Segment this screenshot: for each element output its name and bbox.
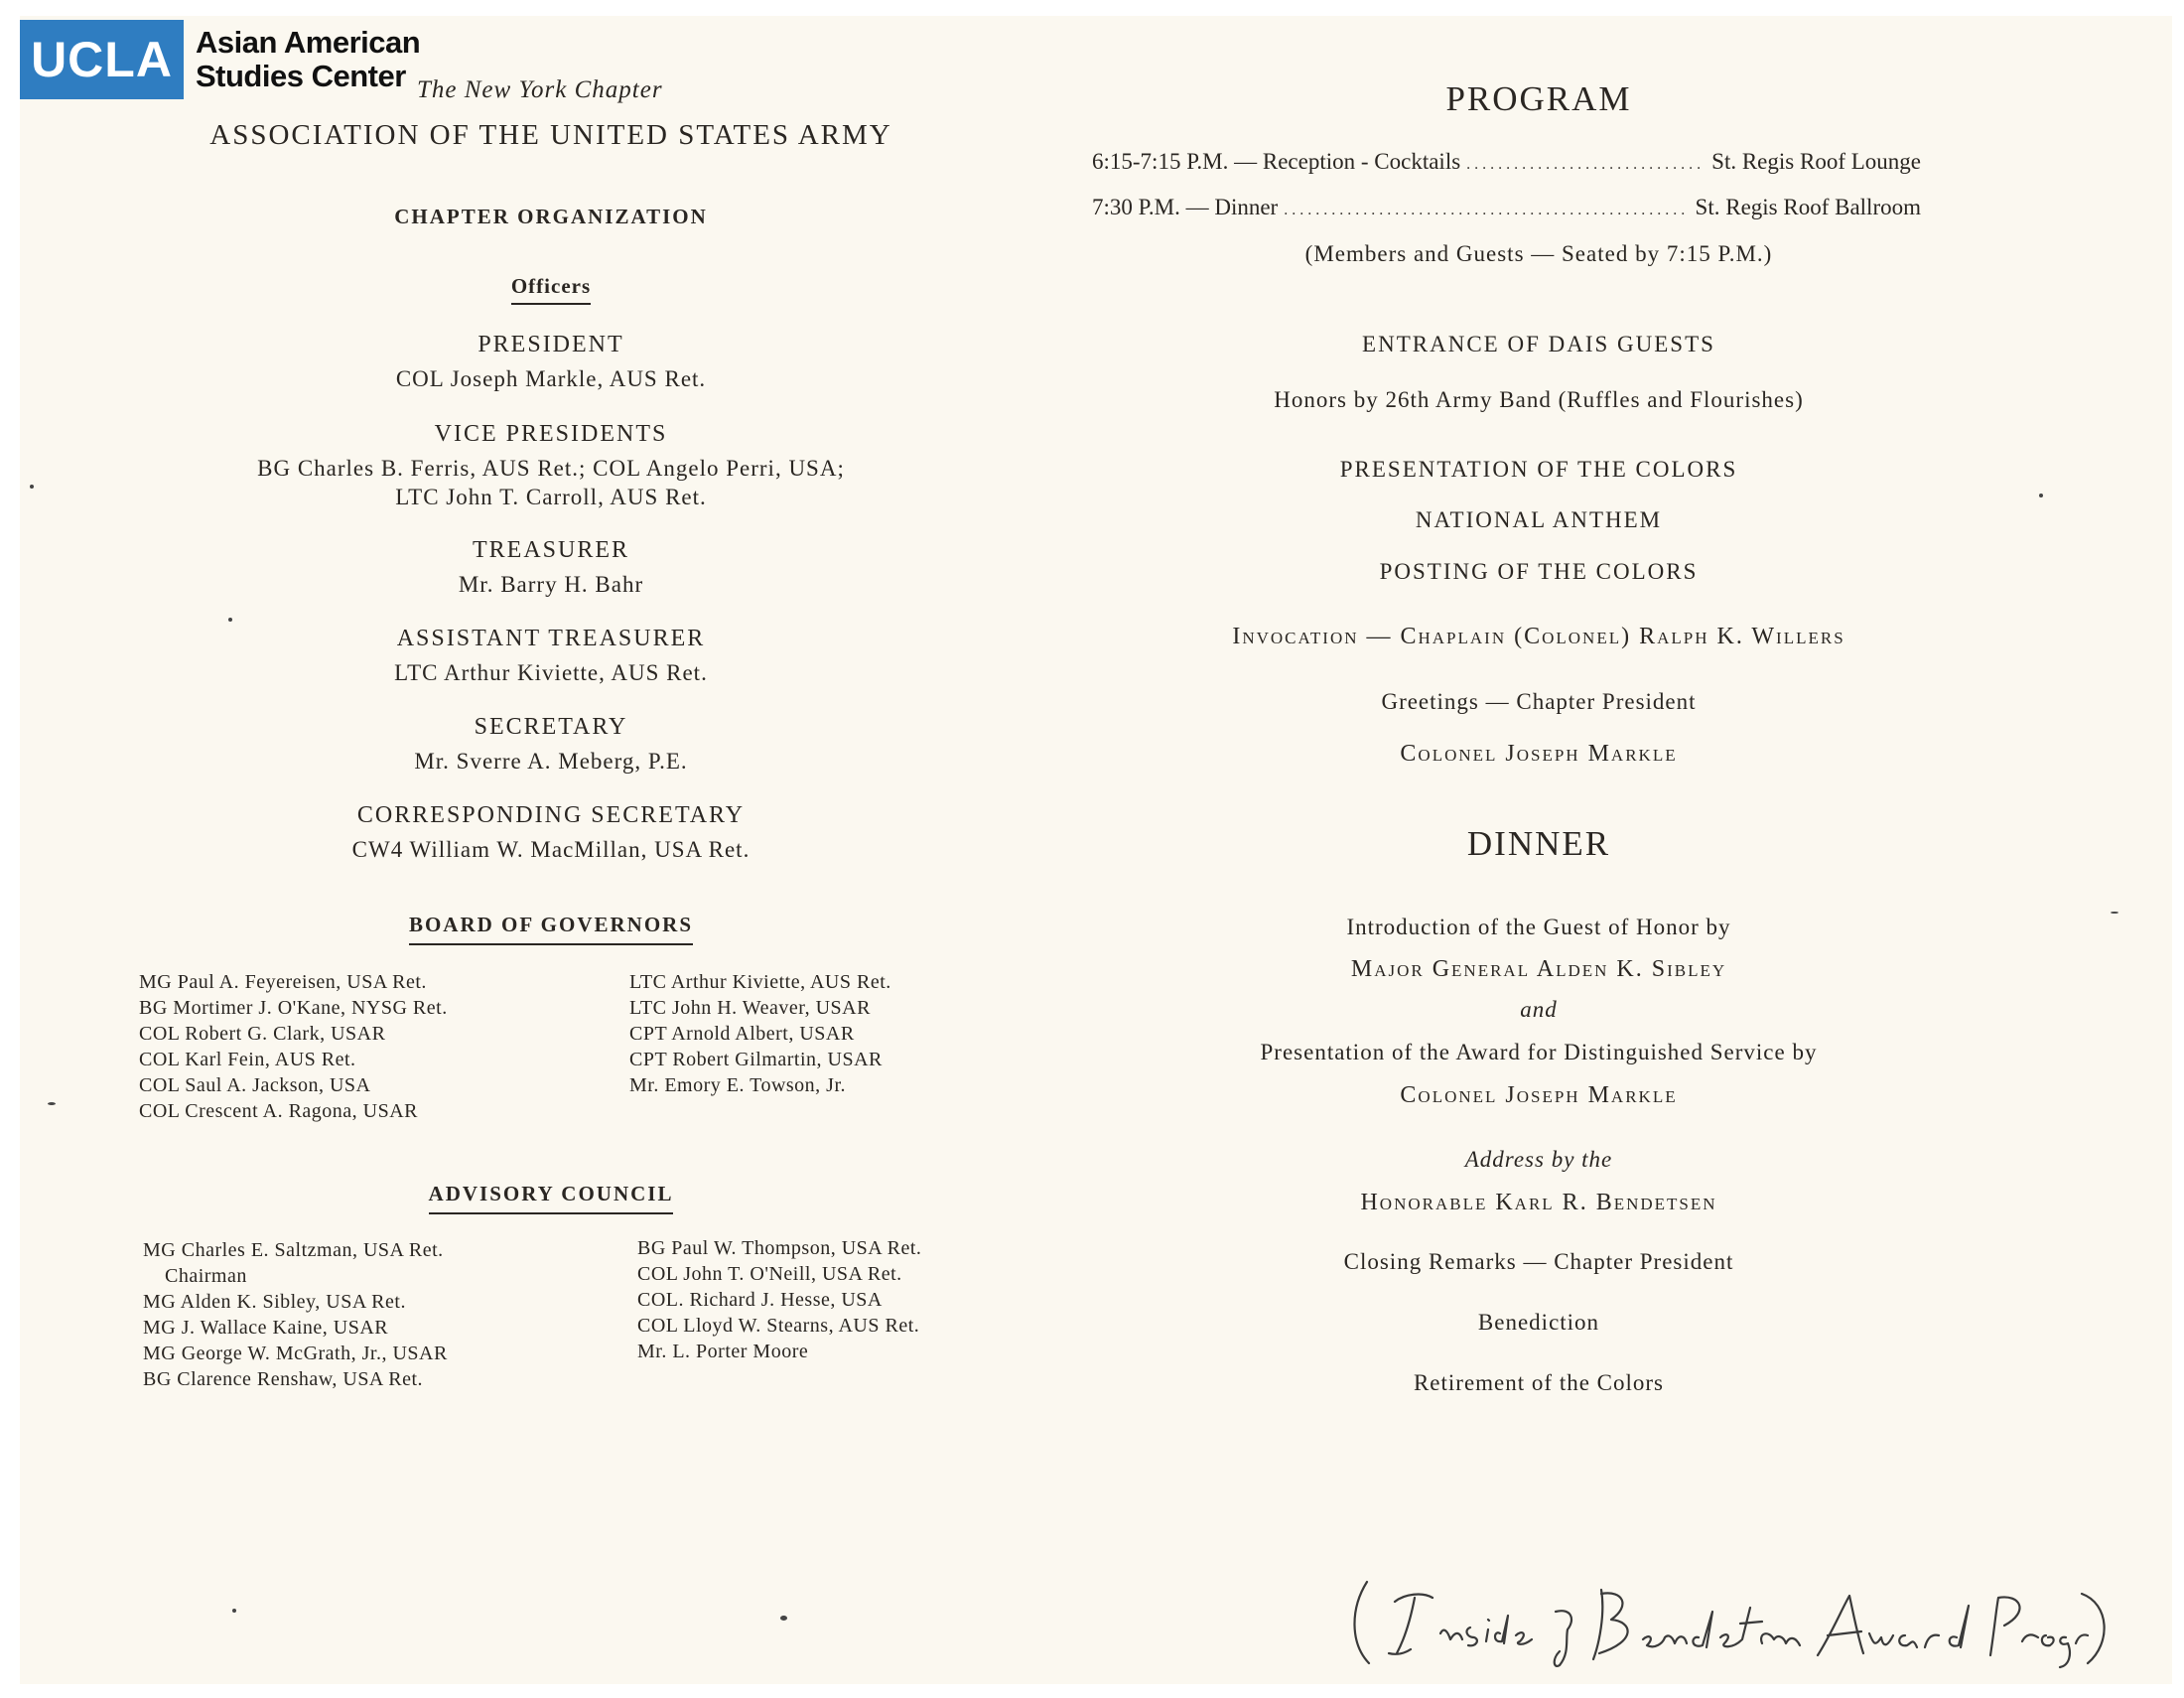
list-item: COL Karl Fein, AUS Ret. [139, 1049, 356, 1070]
ucla-logo-mark: UCLA [20, 20, 184, 99]
program-heading: PROGRAM [1445, 79, 1632, 118]
list-item: MG Charles E. Saltzman, USA Ret. [143, 1239, 444, 1261]
list-item: BG Clarence Renshaw, USA Ret. [143, 1368, 424, 1390]
presentation-colors: PRESENTATION OF THE COLORS [1339, 457, 1738, 482]
and-word: and [1520, 997, 1558, 1022]
officer-title: VICE PRESIDENTS [434, 421, 668, 447]
schedule-row [1092, 195, 1921, 220]
officer-name: CW4 William W. MacMillan, USA Ret. [351, 837, 751, 862]
advisory-list-left [143, 1237, 448, 1392]
schedule-leader [1284, 195, 1689, 220]
dais-entrance: ENTRANCE OF DAIS GUESTS [1362, 332, 1715, 356]
invocation-line: Invocation — Chaplain (Colonel) Ralph K. Willers [1232, 624, 1845, 649]
officer-name: Mr. Sverre A. Meberg, P.E. [414, 749, 688, 774]
list-item: MG J. Wallace Kaine, USAR [143, 1317, 389, 1339]
paper-speck [30, 485, 34, 489]
officer-name: BG Charles B. Ferris, AUS Ret.; COL Angelo Perri, USA; [257, 456, 845, 481]
introduction-name: Major General Alden K. Sibley [1350, 956, 1727, 982]
award-name: Colonel Joseph Markle [1400, 1082, 1678, 1108]
officer-name: Mr. Barry H. Bahr [458, 572, 644, 597]
advisory-heading: ADVISORY COUNCIL [429, 1182, 674, 1214]
officer-name: COL Joseph Markle, AUS Ret. [395, 366, 707, 391]
handwritten-note-drawing [1345, 1564, 2119, 1673]
officer-title: SECRETARY [474, 714, 628, 740]
officer-name: LTC John T. Carroll, AUS Ret. [395, 485, 707, 509]
paper-speck [780, 1616, 787, 1621]
posting-colors: POSTING OF THE COLORS [1379, 559, 1699, 584]
paper-speck [2111, 912, 2118, 914]
schedule-time: 7:30 P.M. — Dinner [1092, 195, 1279, 219]
list-item: LTC John H. Weaver, USAR [629, 997, 871, 1019]
organization-heading: CHAPTER ORGANIZATION [394, 205, 708, 228]
logo-text [196, 26, 420, 93]
dinner-heading: DINNER [1466, 824, 1611, 863]
address-name: Honorable Karl R. Bendetsen [1360, 1190, 1717, 1215]
officer-president [139, 332, 963, 393]
list-item: Mr. L. Porter Moore [637, 1341, 809, 1362]
seated-note: (Members and Guests — Seated by 7:15 P.M.) [1304, 241, 1773, 266]
list-item: Mr. Emory E. Towson, Jr. [629, 1074, 847, 1096]
board-list-right [629, 969, 891, 1098]
list-item: COL Crescent A. Ragona, USAR [139, 1100, 419, 1122]
handwritten-note [1345, 1564, 2119, 1673]
schedule-place: St. Regis Roof Lounge [1711, 149, 1921, 174]
retirement-line: Retirement of the Colors [1413, 1370, 1665, 1395]
benediction-line: Benediction [1477, 1310, 1600, 1335]
list-item: MG Alden K. Sibley, USA Ret. [143, 1291, 406, 1313]
logo-line-1: Asian American [196, 25, 421, 60]
officer-title: TREASURER [472, 537, 629, 563]
list-item: COL Saul A. Jackson, USA [139, 1074, 371, 1096]
schedule-place: St. Regis Roof Ballroom [1695, 195, 1921, 219]
honors-line: Honors by 26th Army Band (Ruffles and Flourishes) [1274, 387, 1804, 412]
paper-speck [2039, 494, 2043, 497]
chapter-name: The New York Chapter [417, 76, 663, 103]
greetings-name: Colonel Joseph Markle [1400, 741, 1678, 767]
board-list-left [139, 969, 448, 1124]
schedule-leader [1466, 149, 1706, 175]
officers-heading: Officers [511, 274, 591, 305]
advisory-list-right [637, 1235, 921, 1364]
officer-assistant-treasurer [139, 626, 963, 687]
list-item: Chairman [165, 1265, 247, 1287]
list-item: LTC Arthur Kiviette, AUS Ret. [629, 971, 891, 993]
ucla-logo [20, 20, 420, 99]
paper-speck [232, 1609, 236, 1613]
award-line: Presentation of the Award for Distinguished Service by [1260, 1040, 1818, 1064]
officer-title: CORRESPONDING SECRETARY [356, 802, 746, 828]
address-line: Address by the [1464, 1147, 1613, 1172]
list-item: MG Paul A. Feyereisen, USA Ret. [139, 971, 427, 993]
national-anthem: NATIONAL ANTHEM [1415, 507, 1663, 532]
introduction-line: Introduction of the Guest of Honor by [1346, 915, 1731, 939]
officer-title: ASSISTANT TREASURER [396, 626, 706, 651]
list-item: BG Mortimer J. O'Kane, NYSG Ret. [139, 997, 448, 1019]
paper-speck [48, 1102, 56, 1105]
officer-vice-presidents [139, 421, 963, 511]
list-item: CPT Robert Gilmartin, USAR [629, 1049, 883, 1070]
list-item: COL Lloyd W. Stearns, AUS Ret. [637, 1315, 920, 1337]
list-item: COL. Richard J. Hesse, USA [637, 1289, 883, 1311]
association-title: ASSOCIATION OF THE UNITED STATES ARMY [209, 119, 892, 151]
officer-name: LTC Arthur Kiviette, AUS Ret. [394, 660, 708, 685]
board-heading: BOARD OF GOVERNORS [409, 913, 693, 945]
officer-treasurer [139, 537, 963, 599]
list-item: BG Paul W. Thompson, USA Ret. [637, 1237, 922, 1259]
list-item: COL John T. O'Neill, USA Ret. [637, 1263, 902, 1285]
list-item: CPT Arnold Albert, USAR [629, 1023, 855, 1045]
list-item: COL Robert G. Clark, USAR [139, 1023, 386, 1045]
list-item: MG George W. McGrath, Jr., USAR [143, 1343, 448, 1364]
logo-line-2: Studies Center [196, 59, 406, 93]
schedule-time: 6:15-7:15 P.M. — Reception - Cocktails [1092, 149, 1461, 174]
greetings-line: Greetings — Chapter President [1381, 689, 1697, 714]
officer-corresponding-secretary [139, 802, 963, 864]
schedule-row [1092, 149, 1921, 175]
paper-speck [228, 618, 232, 622]
officer-title: PRESIDENT [478, 332, 624, 357]
closing-line: Closing Remarks — Chapter President [1343, 1249, 1734, 1274]
officer-secretary [139, 714, 963, 776]
